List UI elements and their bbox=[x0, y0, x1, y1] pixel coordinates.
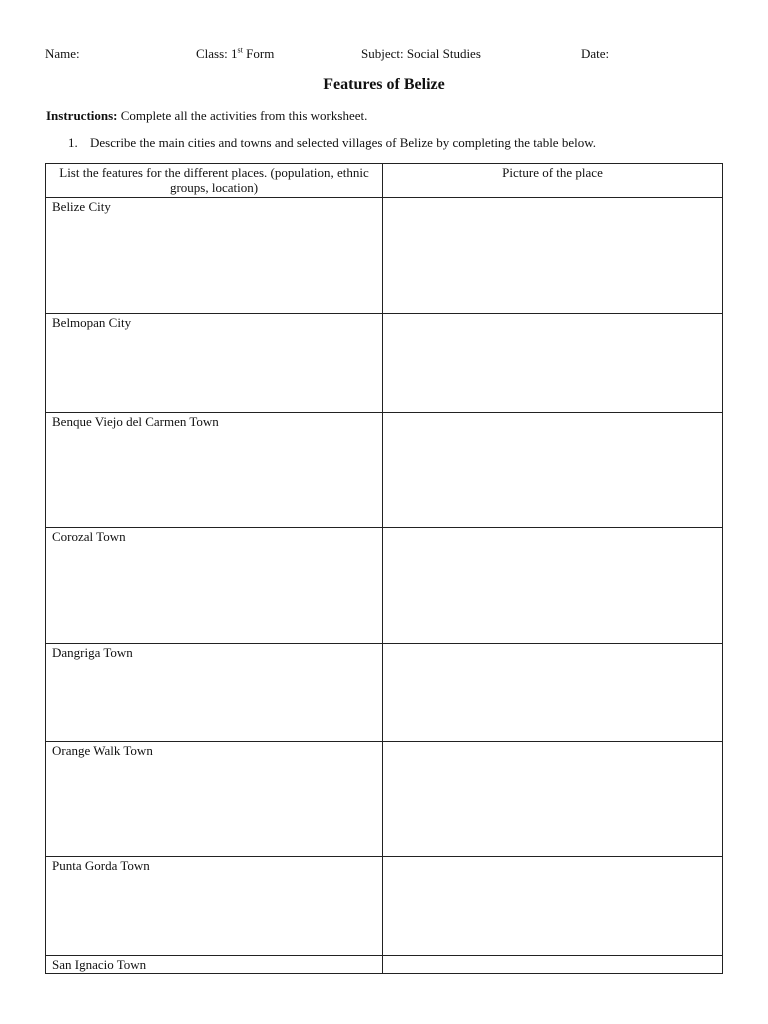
date-label: Date: bbox=[581, 46, 610, 61]
table-row bbox=[46, 644, 723, 742]
picture-cell[interactable] bbox=[383, 956, 723, 974]
table-header-row bbox=[46, 164, 723, 198]
question-text: Describe the main cities and towns and selected villages of Belize by completing the table below. bbox=[90, 135, 596, 150]
place-cell-punta-gorda-town[interactable]: Punta Gorda Town bbox=[46, 857, 383, 956]
question-number: 1. bbox=[68, 135, 78, 150]
table-row bbox=[46, 528, 723, 644]
place-cell-benque-viejo[interactable]: Benque Viejo del Carmen Town bbox=[46, 413, 383, 528]
picture-cell[interactable] bbox=[383, 413, 723, 528]
table-row bbox=[46, 413, 723, 528]
place-cell-dangriga-town[interactable]: Dangriga Town bbox=[46, 644, 383, 742]
class-label bbox=[196, 46, 274, 62]
worksheet-header bbox=[0, 46, 768, 64]
table-row bbox=[46, 198, 723, 314]
table-row bbox=[46, 956, 723, 974]
picture-cell[interactable] bbox=[383, 314, 723, 413]
instructions-label: Instructions: bbox=[46, 108, 118, 123]
class-label-superscript: st bbox=[237, 45, 243, 55]
class-label-prefix: Class: 1 bbox=[196, 46, 238, 61]
name-label: Name: bbox=[45, 46, 80, 61]
picture-cell[interactable] bbox=[383, 857, 723, 956]
table-row bbox=[46, 857, 723, 956]
place-cell-orange-walk-town[interactable]: Orange Walk Town bbox=[46, 742, 383, 857]
picture-column-header: Picture of the place bbox=[383, 164, 723, 198]
picture-cell[interactable] bbox=[383, 742, 723, 857]
place-cell-corozal-town[interactable]: Corozal Town bbox=[46, 528, 383, 644]
features-column-header: List the features for the different places. (population, ethnic groups, location) bbox=[46, 164, 383, 198]
table-row bbox=[46, 742, 723, 857]
place-cell-belize-city[interactable]: Belize City bbox=[46, 198, 383, 314]
class-label-suffix: Form bbox=[242, 46, 275, 61]
subject-label: Subject: Social Studies bbox=[361, 46, 481, 61]
worksheet-title: Features of Belize bbox=[323, 76, 445, 93]
places-table bbox=[45, 163, 723, 974]
place-cell-belmopan-city[interactable]: Belmopan City bbox=[46, 314, 383, 413]
instructions-text: Complete all the activities from this worksheet. bbox=[117, 108, 368, 123]
picture-cell[interactable] bbox=[383, 528, 723, 644]
picture-cell[interactable] bbox=[383, 198, 723, 314]
place-cell-san-ignacio-town[interactable]: San Ignacio Town bbox=[46, 956, 383, 974]
table-row bbox=[46, 314, 723, 413]
question-1 bbox=[68, 135, 596, 151]
picture-cell[interactable] bbox=[383, 644, 723, 742]
instructions bbox=[46, 108, 367, 124]
